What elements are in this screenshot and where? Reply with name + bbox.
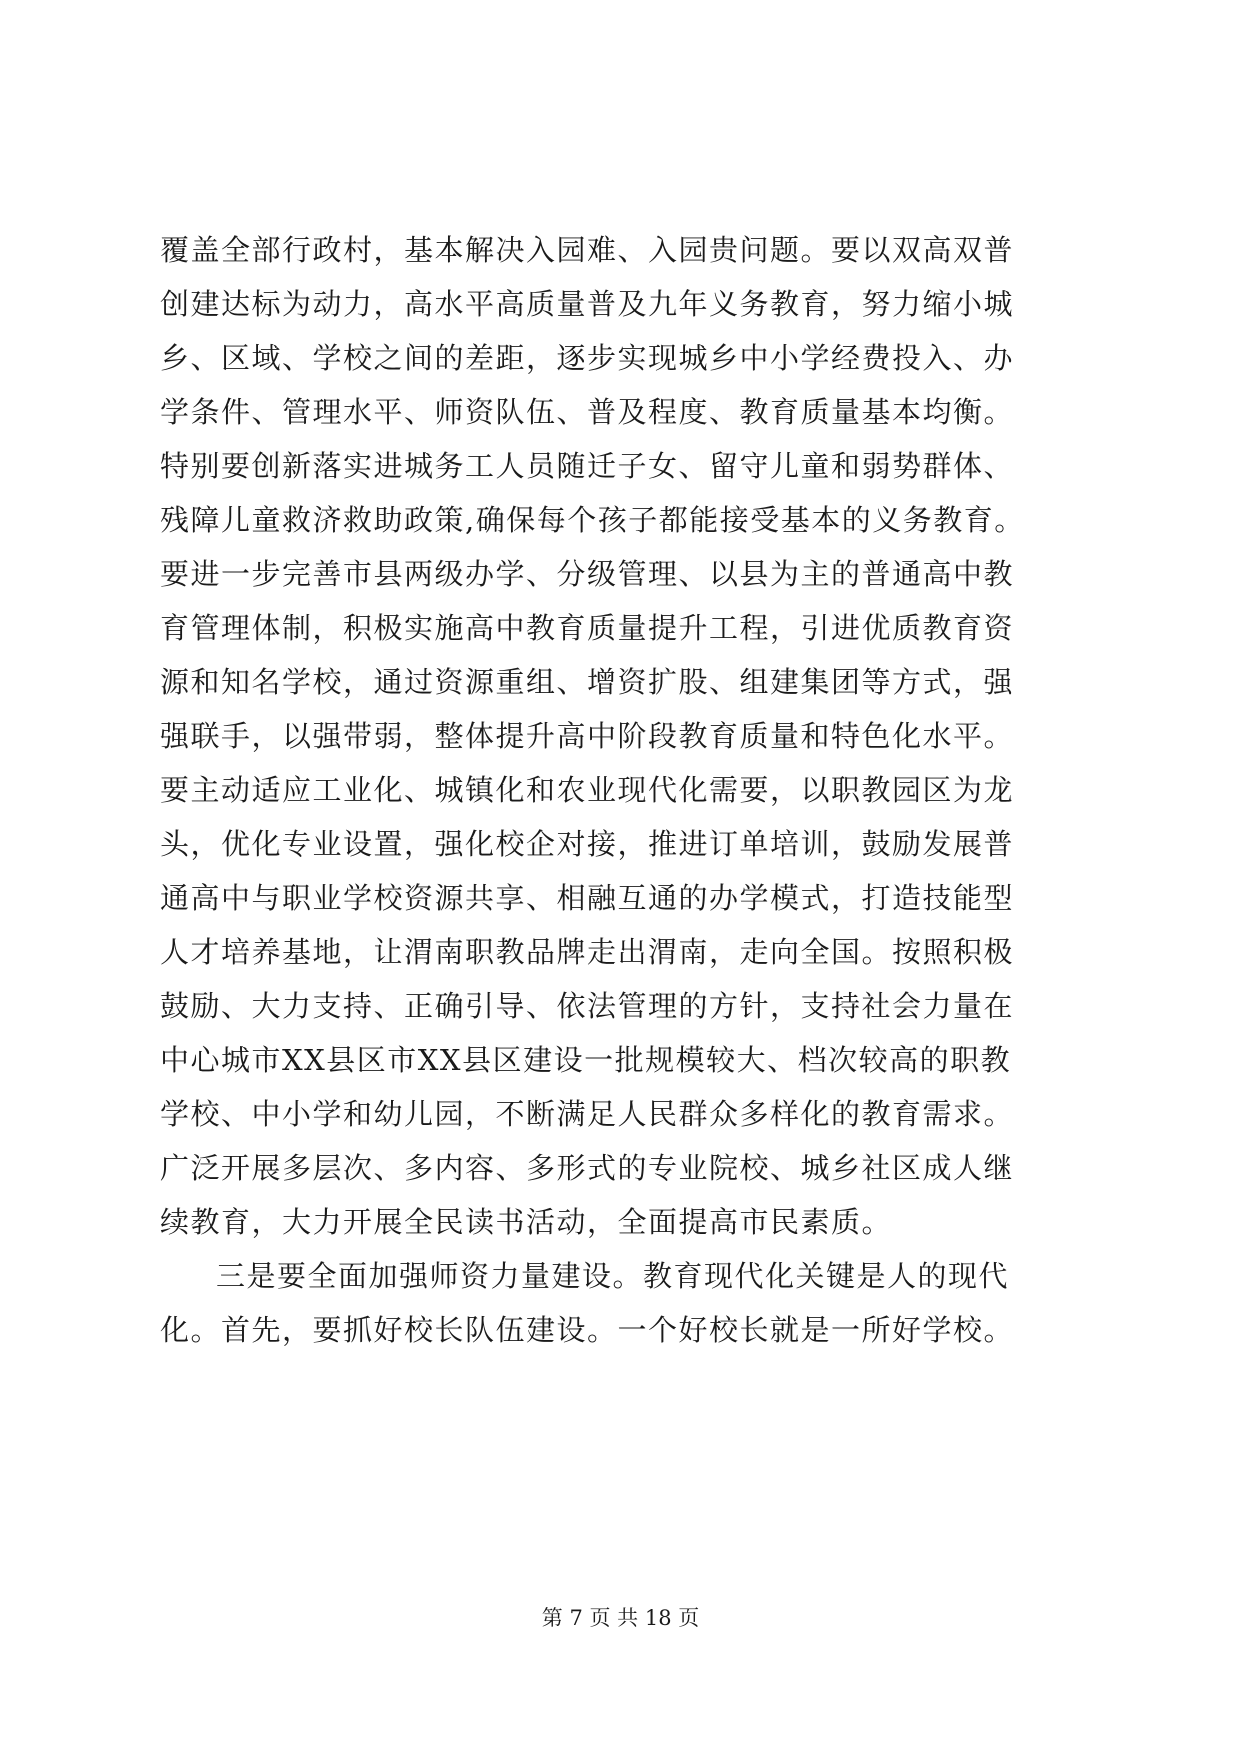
- text-line: 续教育，大力开展全民读书活动，全面提高市民素质。: [160, 1205, 893, 1239]
- text-line: 特别要创新落实进城务工人员随迁子女、留守儿童和弱势群体、: [160, 449, 1015, 483]
- text-line: 化。首先，要抓好校长队伍建设。一个好校长就是一所好学校。: [160, 1313, 1015, 1347]
- text-line: 中心城市XX县区市XX县区建设一批规模较大、档次较高的职教: [160, 1043, 1012, 1077]
- text-line: 鼓励、大力支持、正确引导、依法管理的方针，支持社会力量在: [160, 989, 1015, 1023]
- text-line: 育管理体制，积极实施高中教育质量提升工程，引进优质教育资: [160, 611, 1015, 645]
- text-line: 残障儿童救济救助政策,确保每个孩子都能接受基本的义务教育。: [160, 503, 1025, 537]
- text-line: 要主动适应工业化、城镇化和农业现代化需要，以职教园区为龙: [160, 773, 1015, 807]
- text-line: 源和知名学校，通过资源重组、增资扩股、组建集团等方式，强: [160, 665, 1015, 699]
- text-line: 人才培养基地，让渭南职教品牌走出渭南，走向全国。按照积极: [160, 935, 1015, 969]
- text-line: 学条件、管理水平、师资队伍、普及程度、教育质量基本均衡。: [160, 395, 1015, 429]
- text-line: 头，优化专业设置，强化校企对接，推进订单培训，鼓励发展普: [160, 827, 1015, 861]
- page-number-footer: 第 7 页 共 18 页: [541, 1606, 700, 1630]
- text-line: 通高中与职业学校资源共享、相融互通的办学模式，打造技能型: [160, 881, 1015, 915]
- text-line: 乡、区域、学校之间的差距，逐步实现城乡中小学经费投入、办: [160, 341, 1015, 375]
- text-line: 学校、中小学和幼儿园，不断满足人民群众多样化的教育需求。: [160, 1097, 1015, 1131]
- text-line: 强联手，以强带弱，整体提升高中阶段教育质量和特色化水平。: [160, 719, 1015, 753]
- paragraph-start-line: 三是要全面加强师资力量建设。教育现代化关键是人的现代: [216, 1259, 1010, 1293]
- text-line: 广泛开展多层次、多内容、多形式的专业院校、城乡社区成人继: [160, 1151, 1015, 1185]
- text-line: 覆盖全部行政村，基本解决入园难、入园贵问题。要以双高双普: [160, 233, 1015, 267]
- text-line: 创建达标为动力，高水平高质量普及九年义务教育，努力缩小城: [160, 287, 1015, 321]
- text-line: 要进一步完善市县两级办学、分级管理、以县为主的普通高中教: [160, 557, 1015, 591]
